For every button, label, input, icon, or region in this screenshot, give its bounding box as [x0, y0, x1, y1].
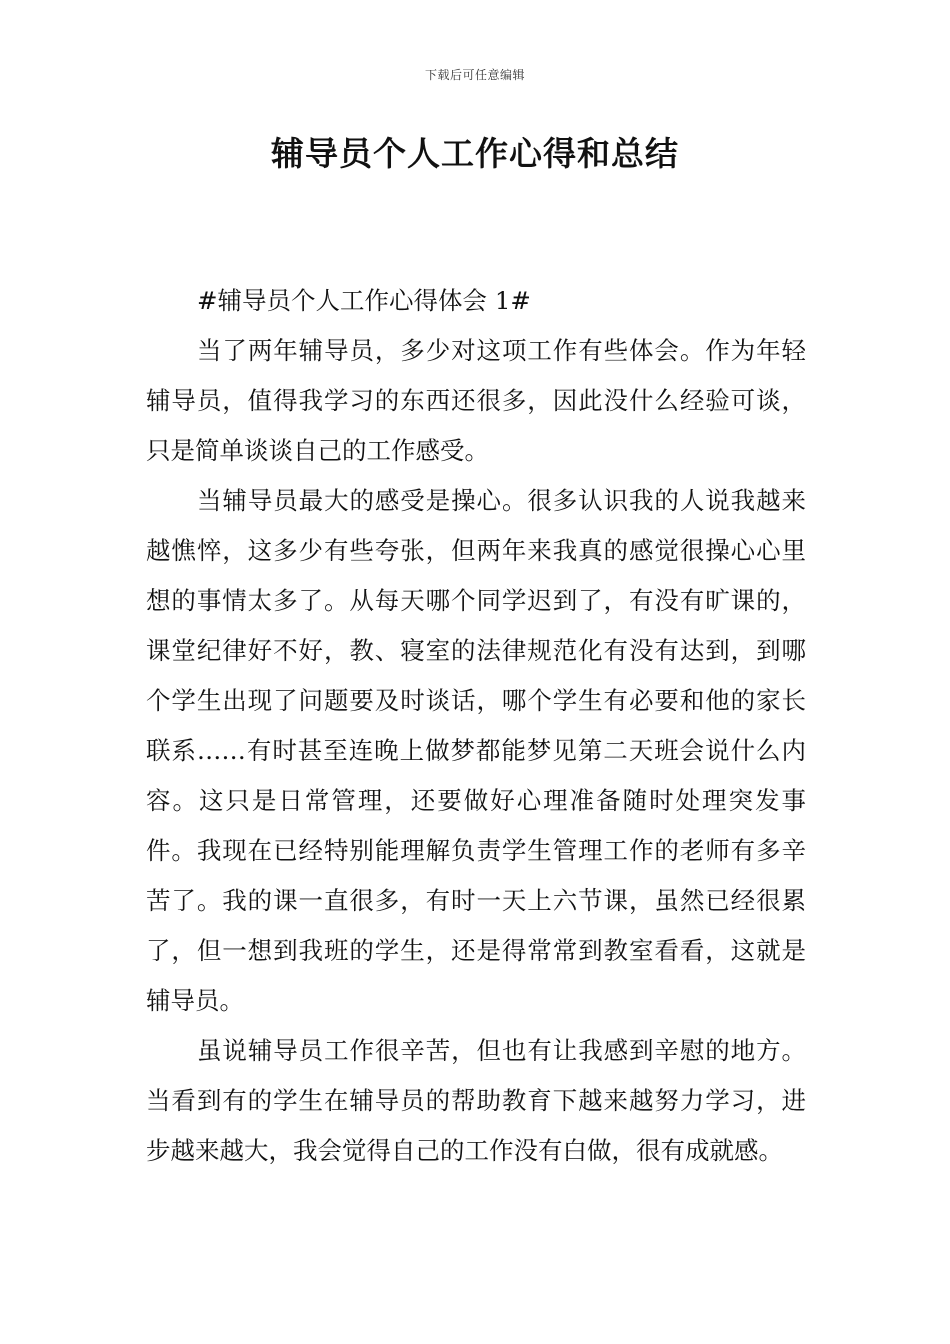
document-body	[146, 276, 806, 1176]
header-note: 下载后可任意编辑	[424, 68, 525, 82]
paragraph-3: 虽说辅导员工作很辛苦，但也有让我感到辛慰的地方。当看到有的学生在辅导员的帮助教育下越来越努力学习，进步越来越大，我会觉得自己的工作没有白做，很有成就感。	[146, 1036, 806, 1165]
paragraph-2: 当辅导员最大的感受是操心。很多认识我的人说我越来越憔悴，这多少有些夸张，但两年来我真的感觉很操心心里想的事情太多了。从每天哪个同学迟到了，有没有旷课的，课堂纪律好不好，教、寝室的法律规范化有没有达到，到哪个学生出现了问题要及时谈话，哪个学生有必要和他的家长联系……有时甚至连晚上做梦都能梦见第二天班会说什么内容。这只是日常管理，还要做好心理准备随时处理突发事件。我现在已经特别能理解负责学生管理工作的老师有多辛苦了。我的课一直很多，有时一天上六节课，虽然已经很累了，但一想到我班的学生，还是得常常到教室看看，这就是辅导员。	[146, 486, 806, 1015]
paragraph-1: 当了两年辅导员，多少对这项工作有些体会。作为年轻辅导员，值得我学习的东西还很多，因此没什么经验可谈，只是简单谈谈自己的工作感受。	[146, 336, 806, 465]
section-heading: #辅导员个人工作心得体会 1#	[197, 286, 531, 315]
document-title: 辅导员个人工作心得和总结	[271, 134, 679, 173]
